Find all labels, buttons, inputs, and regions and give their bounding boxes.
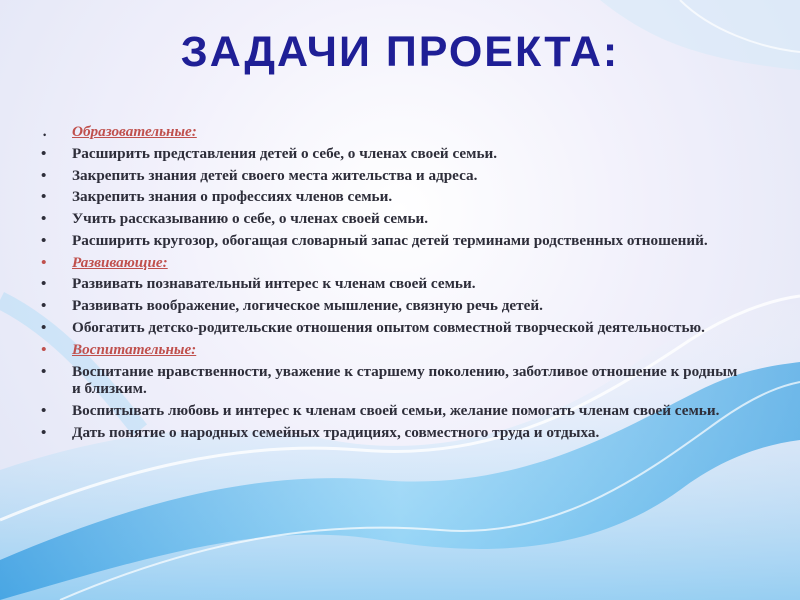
section-heading-educational xyxy=(40,123,740,141)
bullet-icon: • xyxy=(41,423,47,441)
bullet-icon: • xyxy=(41,166,47,184)
bullet-icon: • xyxy=(41,362,47,380)
list-item-text: Закрепить знания о профессиях членов семьи. xyxy=(72,188,393,206)
bullet-icon: • xyxy=(41,253,47,271)
list-item xyxy=(40,319,740,337)
list-item-text: Закрепить знания детей своего места жительства и адреса. xyxy=(72,166,478,184)
section-heading-developmental xyxy=(40,254,740,272)
list-item xyxy=(40,232,740,250)
list-item-text: Обогатить детско-родительские отношения опытом совместной творческой деятельностью. xyxy=(72,319,705,337)
list-item-text: Воспитывать любовь и интерес к членам своей семьи, желание помогать членам своей семьи. xyxy=(72,401,720,419)
list-item xyxy=(40,145,740,163)
bullet-icon: • xyxy=(41,231,47,249)
section-heading-label: Образовательные: xyxy=(72,123,197,140)
list-item-text: Расширить кругозор, обогащая словарный запас детей терминами родственных отношений. xyxy=(72,231,708,249)
bullet-icon: • xyxy=(41,340,47,358)
list-item xyxy=(40,275,740,293)
list-item-text: Учить рассказыванию о себе, о членах своей семьи. xyxy=(72,210,429,228)
list-item xyxy=(40,210,740,228)
section-heading-upbringing xyxy=(40,341,740,359)
bullet-icon: • xyxy=(41,319,47,337)
bullet-icon: • xyxy=(43,130,47,140)
list-item-text: Расширить представления детей о себе, о членах своей семьи. xyxy=(72,144,498,162)
section-heading-label: Воспитательные: xyxy=(72,340,197,358)
list-item-text: Развивать воображение, логическое мышление, связную речь детей. xyxy=(72,297,543,315)
list-item-text: Воспитание нравственности, уважение к старшему поколению, заботливое отношение к родным и близким. xyxy=(72,362,738,398)
bullet-icon: • xyxy=(41,401,47,419)
list-item xyxy=(40,188,740,206)
list-item-text: Развивать познавательный интерес к членам своей семьи. xyxy=(72,275,476,293)
bullet-icon: • xyxy=(41,188,47,206)
section-heading-label: Развивающие: xyxy=(72,253,168,271)
bullet-icon: • xyxy=(41,297,47,315)
list-item xyxy=(40,424,740,442)
list-item xyxy=(40,167,740,185)
bullet-icon: • xyxy=(41,275,47,293)
list-item xyxy=(40,402,740,420)
slide-title: ЗАДАЧИ ПРОЕКТА: xyxy=(180,28,620,76)
bullet-icon: • xyxy=(41,210,47,228)
list-item xyxy=(40,297,740,315)
bullet-icon: • xyxy=(41,144,47,162)
task-list xyxy=(40,123,740,446)
list-item-text: Дать понятие о народных семейных традициях, совместного труда и отдыха. xyxy=(72,423,600,441)
list-item xyxy=(40,363,740,398)
